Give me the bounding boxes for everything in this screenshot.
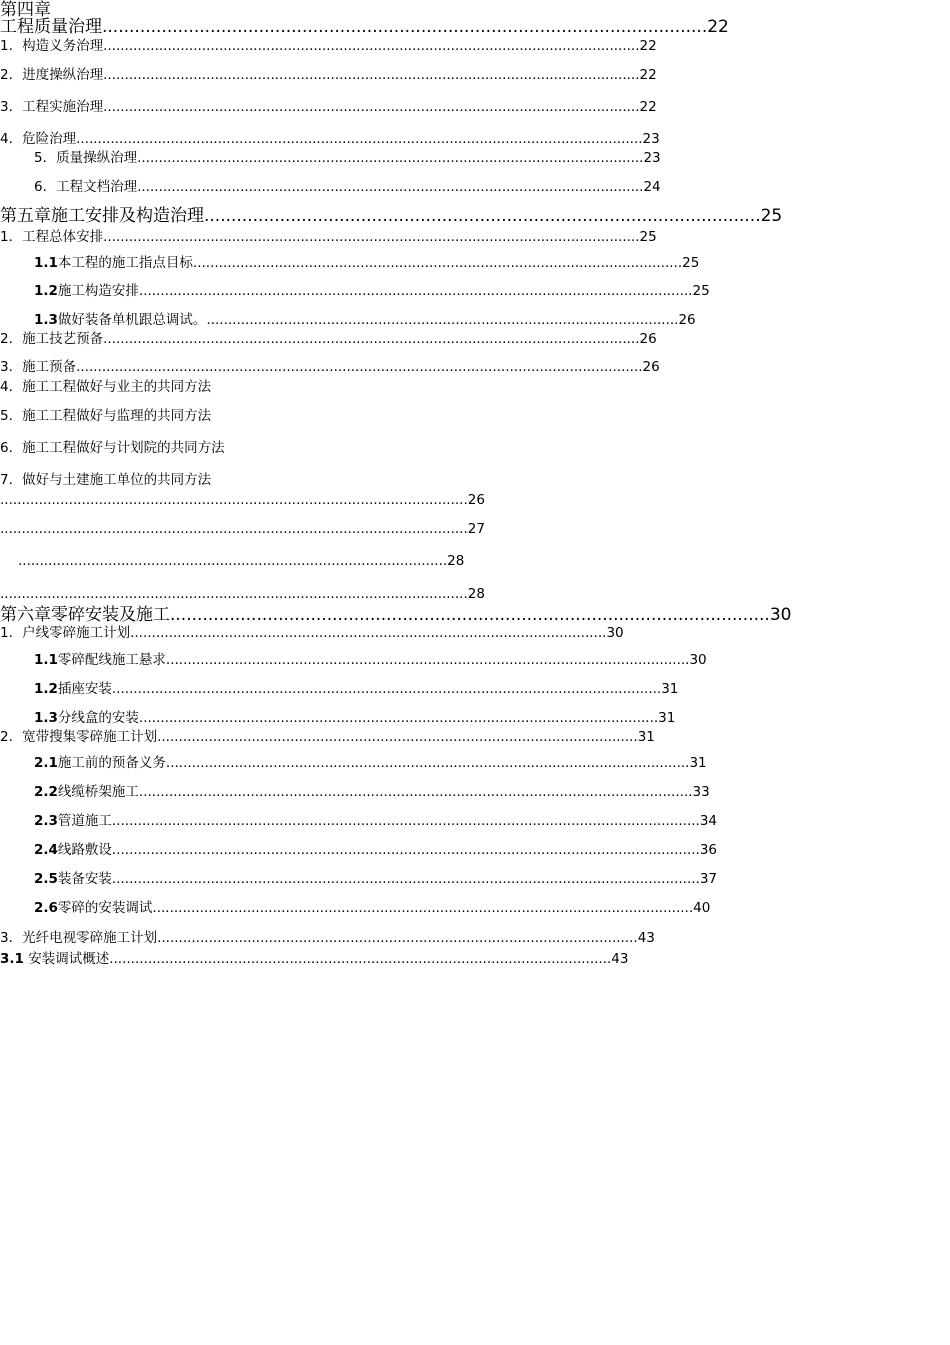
entry-text: 光纤电视零碎施工计划	[22, 930, 158, 946]
entry-text: 施工工程做好与监理的共同方法	[22, 408, 212, 424]
entry-page: 30	[769, 605, 792, 625]
toc-entry[interactable]	[0, 378, 211, 396]
leader-dots: .................................................................................................................................	[138, 283, 693, 299]
entry-number: 1.3	[34, 312, 58, 328]
entry-number: 3.1	[0, 951, 24, 967]
entry-number: 3．	[0, 99, 23, 115]
entry-page: 25	[682, 255, 700, 271]
entry-page: 43	[611, 951, 629, 967]
leader-dots: ....................................................................................................................................	[76, 131, 643, 147]
entry-number: 2.3	[34, 813, 58, 829]
entry-page: 36	[699, 842, 718, 858]
toc-entry[interactable]	[0, 228, 657, 246]
entry-page: 28	[447, 553, 465, 569]
entry-text: 危险治理	[22, 131, 77, 147]
toc-leader-line[interactable]	[0, 520, 485, 538]
entry-number: 6．	[0, 440, 23, 456]
toc-leader-line[interactable]	[0, 585, 485, 603]
entry-text: 插座安装	[57, 681, 112, 697]
entry-page: 37	[699, 871, 718, 887]
entry-text: 施工前的预备义务	[57, 755, 166, 771]
entry-page: 31	[658, 710, 676, 726]
leader-dots: .........................................................................................................................................	[111, 842, 700, 858]
entry-text: 进度操纵治理	[22, 67, 104, 83]
entry-text: 工程总体安排	[22, 229, 104, 245]
entry-text: 施工技艺预备	[22, 331, 104, 347]
entry-text: 安装调试概述	[23, 951, 110, 967]
entry-text: 构造义务治理	[22, 38, 104, 54]
leader-dots: .............................................................................................................	[0, 586, 468, 602]
leader-dots: .........................................................................................................................................	[111, 871, 700, 887]
toc-chapter6-heading[interactable]	[0, 605, 791, 625]
leader-dots: .............................................................................................................................	[103, 38, 640, 54]
entry-number: 1.2	[34, 681, 58, 697]
entry-number: 1．	[0, 38, 23, 54]
entry-number: 1．	[0, 625, 23, 641]
entry-page: 40	[693, 900, 711, 916]
entry-number: 3．	[0, 930, 23, 946]
entry-number: 2.4	[34, 842, 58, 858]
toc-chapter4-heading[interactable]	[0, 17, 729, 37]
toc-leader-line[interactable]	[0, 491, 485, 509]
leader-dots: ..........................................................................................................................	[165, 755, 690, 771]
toc-entry[interactable]	[34, 311, 696, 329]
toc-entry[interactable]	[0, 950, 628, 968]
entry-text: 施工预备	[22, 359, 77, 375]
entry-number: 2．	[0, 729, 23, 745]
entry-page: 25	[760, 206, 783, 226]
entry-text: 户线零碎施工计划	[22, 625, 131, 641]
entry-number: 2.6	[34, 900, 58, 916]
chapter4-label: 第四章	[0, 0, 51, 20]
entry-page: 22	[707, 17, 729, 37]
entry-number: 5．	[34, 150, 57, 166]
toc-entry[interactable]	[34, 254, 699, 272]
leader-dots: ....................................................................................................	[18, 553, 448, 569]
entry-text: 线缆桥架施工	[57, 784, 139, 800]
entry-number: 1.3	[34, 710, 58, 726]
leader-dots: ......................................................................................................................	[137, 179, 644, 195]
leader-dots: ................................................................................................................................	[111, 681, 662, 697]
toc-entry[interactable]	[0, 37, 657, 55]
toc-entry[interactable]	[34, 651, 707, 669]
entry-page: 27	[467, 521, 485, 537]
leader-dots: .............................................................................................................................	[103, 229, 640, 245]
leader-dots: ..............................................................................................................	[206, 312, 679, 328]
toc-entry[interactable]	[0, 98, 657, 116]
toc-entry[interactable]	[34, 754, 707, 772]
entry-text: 装备安装	[57, 871, 112, 887]
entry-page: 31	[661, 681, 679, 697]
toc-entry[interactable]	[34, 783, 710, 801]
entry-page: 43	[637, 930, 655, 946]
entry-number: 7．	[0, 472, 23, 488]
toc-entry[interactable]	[0, 330, 657, 348]
entry-text: 线路敷设	[57, 842, 112, 858]
toc-entry[interactable]	[0, 929, 655, 947]
toc-entry[interactable]	[0, 66, 657, 84]
entry-number: 4．	[0, 379, 23, 395]
leader-dots: .................................................................................................................................	[138, 784, 693, 800]
toc-entry[interactable]	[34, 841, 717, 859]
entry-page: 33	[692, 784, 710, 800]
leader-dots: .........................................................................................................................................	[111, 813, 700, 829]
entry-text: 施工工程做好与业主的共同方法	[22, 379, 212, 395]
entry-number: 2．	[0, 331, 23, 347]
leader-dots: .............................................................................................................................	[103, 331, 640, 347]
entry-text: 宽带搜集零碎施工计划	[22, 729, 158, 745]
entry-text: 本工程的施工指点目标	[57, 255, 193, 271]
entry-page: 22	[639, 38, 657, 54]
entry-number: 1.1	[34, 652, 58, 668]
entry-page: 26	[642, 359, 660, 375]
leader-dots: ......................................................................................................................	[137, 150, 644, 166]
entry-number: 2．	[0, 67, 23, 83]
entry-page: 30	[689, 652, 707, 668]
leader-dots: .............................................................................................................	[0, 521, 468, 537]
toc-entry[interactable]	[34, 680, 678, 698]
entry-page: 25	[639, 229, 657, 245]
entry-page: 31	[689, 755, 707, 771]
entry-page: 34	[699, 813, 718, 829]
toc-entry[interactable]	[0, 624, 624, 642]
toc-leader-line[interactable]	[18, 552, 464, 570]
leader-dots: ................................................................................................................	[102, 17, 708, 37]
entry-text: 第六章零碎安装及施工	[0, 605, 170, 625]
toc-entry[interactable]	[34, 149, 661, 167]
entry-page: 26	[639, 331, 657, 347]
leader-dots: ...............................................................................................................	[170, 605, 770, 625]
entry-page: 26	[678, 312, 696, 328]
entry-text: 第五章施工安排及构造治理	[0, 206, 204, 226]
entry-text: 施工构造安排	[57, 283, 139, 299]
entry-text: 质量操纵治理	[56, 150, 138, 166]
entry-text: 工程文档治理	[56, 179, 138, 195]
leader-dots: ..................................................................................................................	[192, 255, 683, 271]
entry-page: 28	[467, 586, 485, 602]
entry-page: 31	[637, 729, 655, 745]
entry-page: 22	[639, 67, 657, 83]
leader-dots: ..........................................................................................................................	[165, 652, 690, 668]
toc-entry[interactable]	[0, 728, 655, 746]
leader-dots: ....................................................................................................................................	[76, 359, 643, 375]
entry-text: 工程质量治理	[0, 17, 102, 37]
toc-entry[interactable]	[34, 709, 675, 727]
entry-number: 3．	[0, 359, 23, 375]
entry-page: 23	[643, 150, 661, 166]
leader-dots: ................................................................................................................	[157, 930, 638, 946]
toc-entry[interactable]	[0, 471, 211, 489]
toc-entry[interactable]	[34, 178, 661, 196]
entry-text: 零碎的安装调试	[57, 900, 153, 916]
entry-text: 管道施工	[57, 813, 112, 829]
entry-text: 做好装备单机跟总调试。	[57, 312, 207, 328]
leader-dots: .............................................................................................................................	[103, 67, 640, 83]
entry-number: 2.1	[34, 755, 58, 771]
entry-page: 22	[639, 99, 657, 115]
entry-number: 1.2	[34, 283, 58, 299]
toc-entry[interactable]	[0, 439, 225, 457]
toc-entry[interactable]	[0, 407, 211, 425]
leader-dots: ................................................................................................................	[157, 729, 638, 745]
toc-entry[interactable]	[34, 282, 710, 300]
entry-text: 施工工程做好与计划院的共同方法	[22, 440, 225, 456]
entry-number: 2.5	[34, 871, 58, 887]
toc-entry[interactable]	[34, 870, 717, 888]
entry-text: 工程实施治理	[22, 99, 104, 115]
leader-dots: ..............................................................................................................................	[152, 900, 694, 916]
leader-dots: .......................................................................................................	[204, 206, 761, 226]
entry-number: 4．	[0, 131, 23, 147]
toc-entry[interactable]	[0, 358, 660, 376]
toc-chapter5-heading[interactable]	[0, 206, 782, 226]
toc-entry[interactable]	[34, 899, 710, 917]
entry-number: 2.2	[34, 784, 58, 800]
toc-entry[interactable]	[34, 812, 717, 830]
entry-page: 24	[643, 179, 661, 195]
entry-page: 23	[642, 131, 660, 147]
leader-dots: .........................................................................................................................	[138, 710, 659, 726]
entry-number: 5．	[0, 408, 23, 424]
entry-page: 25	[692, 283, 710, 299]
entry-page: 30	[606, 625, 624, 641]
entry-number: 1.1	[34, 255, 58, 271]
entry-text: 做好与土建施工单位的共同方法	[22, 472, 212, 488]
leader-dots: ...............................................................................................................	[130, 625, 607, 641]
entry-text: 零碎配线施工悬求	[57, 652, 166, 668]
leader-dots: .............................................................................................................................	[103, 99, 640, 115]
toc-entry[interactable]	[0, 130, 660, 148]
leader-dots: .....................................................................................................................	[109, 951, 612, 967]
entry-number: 1．	[0, 229, 23, 245]
entry-number: 6．	[34, 179, 57, 195]
entry-text: 分线盒的安装	[57, 710, 139, 726]
leader-dots: .............................................................................................................	[0, 492, 468, 508]
entry-page: 26	[467, 492, 485, 508]
